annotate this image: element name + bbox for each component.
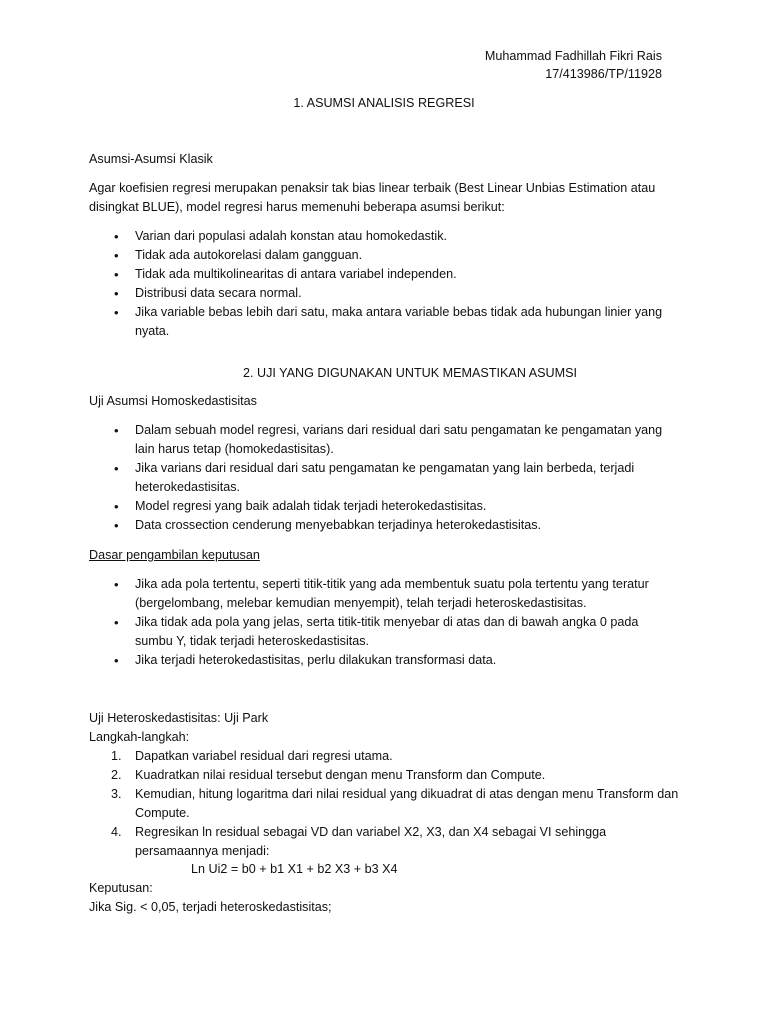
step-text: Dapatkan variabel residual dari regresi utama. [135,749,393,763]
list-item [89,265,679,284]
step-number: 2. [111,768,122,782]
bullet-icon: • [114,286,119,301]
list-item [89,651,679,670]
section-1-title: 1. ASUMSI ANALISIS REGRESI [293,96,475,110]
bullet-icon: • [114,248,119,263]
decision-label: Keputusan: [89,881,153,895]
section-2-title: 2. UJI YANG DIGUNAKAN UNTUK MEMASTIKAN ASUMSI [242,366,578,380]
step-text: Kuadratkan nilai residual tersebut dengan menu Transform dan Compute. [135,768,546,782]
bullet-icon: • [114,305,119,320]
bullet-icon: • [114,518,119,533]
list-item [89,575,679,613]
list-item [89,246,679,265]
list-item-text: Jika ada pola tertentu, seperti titik-titik yang ada membentuk suatu pola tertentu yang teratur (bergelombang, melebar kemudian menyempit), telah terjadi heteroskedastisitas. [135,577,649,610]
list-item [89,227,679,246]
list-item-text: Jika terjadi heterokedastisitas, perlu dilakukan transformasi data. [135,653,497,667]
list-item-text: Jika variable bebas lebih dari satu, maka antara variable bebas tidak ada hubungan linier yang nyata. [135,305,663,338]
section-1-paragraph: Agar koefisien regresi merupakan penaksir tak bias linear terbaik (Best Linear Unbias Estimation atau disingkat BLUE), model regresi harus memenuhi beberapa asumsi berikut: [89,181,656,214]
author-block [485,47,662,83]
list-item [89,421,679,459]
steps-list [89,747,679,861]
steps-label: Langkah-langkah: [89,730,190,744]
author-id: 17/413986/TP/11928 [545,67,662,81]
section-2-heading: Uji Asumsi Homoskedastisitas [89,394,257,408]
step-number: 4. [111,825,122,839]
step-text: Regresikan ln residual sebagai VD dan variabel X2, X3, dan X4 sebagai VI sehingga persamaannya menjadi: [135,825,607,858]
author-name: Muhammad Fadhillah Fikri Rais [484,49,662,63]
list-item-text: Varian dari populasi adalah konstan atau homokedastik. [135,229,448,243]
list-item [89,766,679,785]
bullet-icon: • [114,577,119,592]
section-2-bullet-list [89,421,679,535]
step-number: 3. [111,787,122,801]
bullet-icon: • [114,423,119,438]
list-item-text: Jika varians dari residual dari satu pengamatan ke pengamatan yang lain berbeda, terjadi heterokedastisitas. [135,461,635,494]
decision-text: Jika Sig. < 0,05, terjadi heteroskedastisitas; [89,900,332,914]
list-item-text: Tidak ada multikolinearitas di antara variabel independen. [135,267,457,281]
list-item-text: Model regresi yang baik adalah tidak terjadi heterokedastisitas. [135,499,487,513]
list-item [89,516,679,535]
list-item [89,823,679,861]
list-item-text: Distribusi data secara normal. [135,286,302,300]
bullet-icon: • [114,229,119,244]
list-item-text: Dalam sebuah model regresi, varians dari residual dari satu pengamatan ke pengamatan yang lain harus tetap (homokedastisitas). [135,423,663,456]
park-heading: Uji Heteroskedastisitas: Uji Park [89,711,269,725]
list-item [89,747,679,766]
list-item-text: Tidak ada autokorelasi dalam gangguan. [135,248,363,262]
list-item [89,459,679,497]
list-item [89,284,679,303]
list-item [89,497,679,516]
bullet-icon: • [114,653,119,668]
bullet-icon: • [114,461,119,476]
bullet-icon: • [114,499,119,514]
bullet-icon: • [114,267,119,282]
section-1-bullet-list [89,227,679,341]
list-item [89,613,679,651]
step-text: Kemudian, hitung logaritma dari nilai residual yang dikuadrat di atas dengan menu Transform dan Compute. [135,787,679,820]
list-item-text: Jika tidak ada pola yang jelas, serta titik-titik menyebar di atas dan di bawah angka 0 pada sumbu Y, tidak terjadi heteroskedastisitas. [135,615,639,648]
regression-formula: Ln Ui2 = b0 + b1 X1 + b2 X3 + b3 X4 [191,862,398,876]
list-item [89,785,679,823]
decision-heading: Dasar pengambilan keputusan [89,548,260,562]
bullet-icon: • [114,615,119,630]
list-item [89,303,679,341]
section-1-heading: Asumsi-Asumsi Klasik [89,152,213,166]
decision-bullet-list [89,575,679,670]
step-number: 1. [111,749,122,763]
list-item-text: Data crossection cenderung menyebabkan terjadinya heterokedastisitas. [135,518,542,532]
